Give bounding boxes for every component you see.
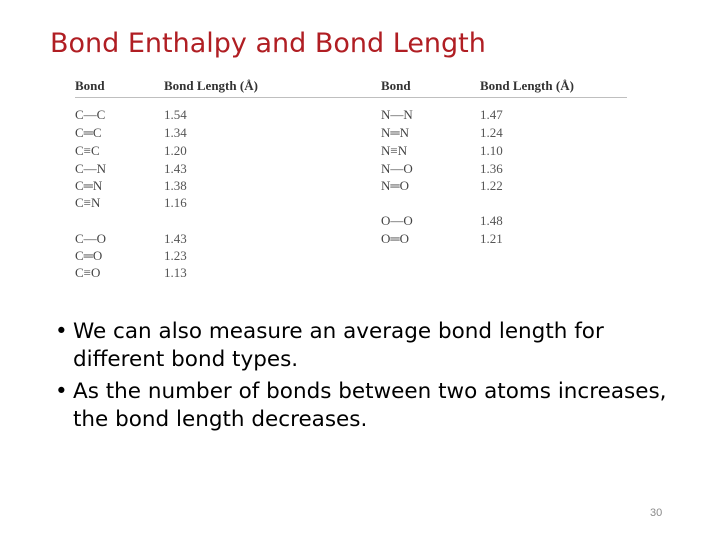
right-length-cell: 1.10 — [480, 143, 503, 158]
right-bond-cell: N—N — [381, 107, 413, 122]
slide-title: Bond Enthalpy and Bond Length — [50, 28, 486, 59]
header-bond-right: Bond — [381, 78, 411, 93]
left-length-cell: 1.23 — [164, 248, 187, 263]
left-length-cell: 1.34 — [164, 125, 187, 140]
right-bond-cell: O—O — [381, 213, 413, 228]
bullet-text: We can also measure an average bond length for different bond types. — [73, 319, 604, 372]
bullet-list — [55, 318, 675, 438]
right-length-cell: 1.47 — [480, 107, 503, 122]
bullet-item — [55, 378, 675, 434]
left-bond-cell: C—C — [75, 107, 106, 122]
left-length-cell: 1.54 — [164, 107, 187, 122]
left-bond-cell: C≡C — [75, 143, 100, 158]
bullet-item — [55, 318, 675, 374]
header-length-left: Bond Length (Å) — [164, 78, 258, 93]
left-bond-cell: C—N — [75, 161, 107, 176]
header-length-right: Bond Length (Å) — [480, 78, 574, 93]
right-length-cell: 1.21 — [480, 231, 503, 246]
right-bond-cell: N≡N — [381, 143, 408, 158]
right-length-cell: 1.48 — [480, 213, 503, 228]
left-bond-cell: C—O — [75, 231, 107, 246]
left-bond-cell: C≡O — [75, 265, 101, 280]
left-length-cell: 1.43 — [164, 161, 187, 176]
page-number: 30 — [650, 507, 663, 519]
bullet-text: As the number of bonds between two atoms increases, the bond length decreases. — [73, 379, 667, 432]
left-length-cell: 1.38 — [164, 178, 187, 193]
bullet-marker: • — [55, 379, 68, 404]
header-divider — [75, 97, 627, 98]
right-length-cell: 1.24 — [480, 125, 503, 140]
left-bond-cell: C═C — [75, 125, 102, 140]
left-bond-cell: C═O — [75, 248, 103, 263]
right-bond-cell: O═O — [381, 231, 409, 246]
header-bond-left: Bond — [75, 78, 105, 93]
left-length-cell: 1.13 — [164, 265, 187, 280]
left-bond-cell: C═N — [75, 178, 103, 193]
right-length-cell: 1.36 — [480, 161, 503, 176]
right-bond-cell: N═N — [381, 125, 409, 140]
right-bond-cell: N═O — [381, 178, 409, 193]
left-length-cell: 1.20 — [164, 143, 187, 158]
left-bond-cell: C≡N — [75, 195, 101, 210]
bullet-marker: • — [55, 319, 68, 344]
left-length-cell: 1.43 — [164, 231, 187, 246]
right-bond-cell: N—O — [381, 161, 413, 176]
left-length-cell: 1.16 — [164, 195, 187, 210]
right-length-cell: 1.22 — [480, 178, 503, 193]
bond-length-table — [75, 74, 627, 280]
